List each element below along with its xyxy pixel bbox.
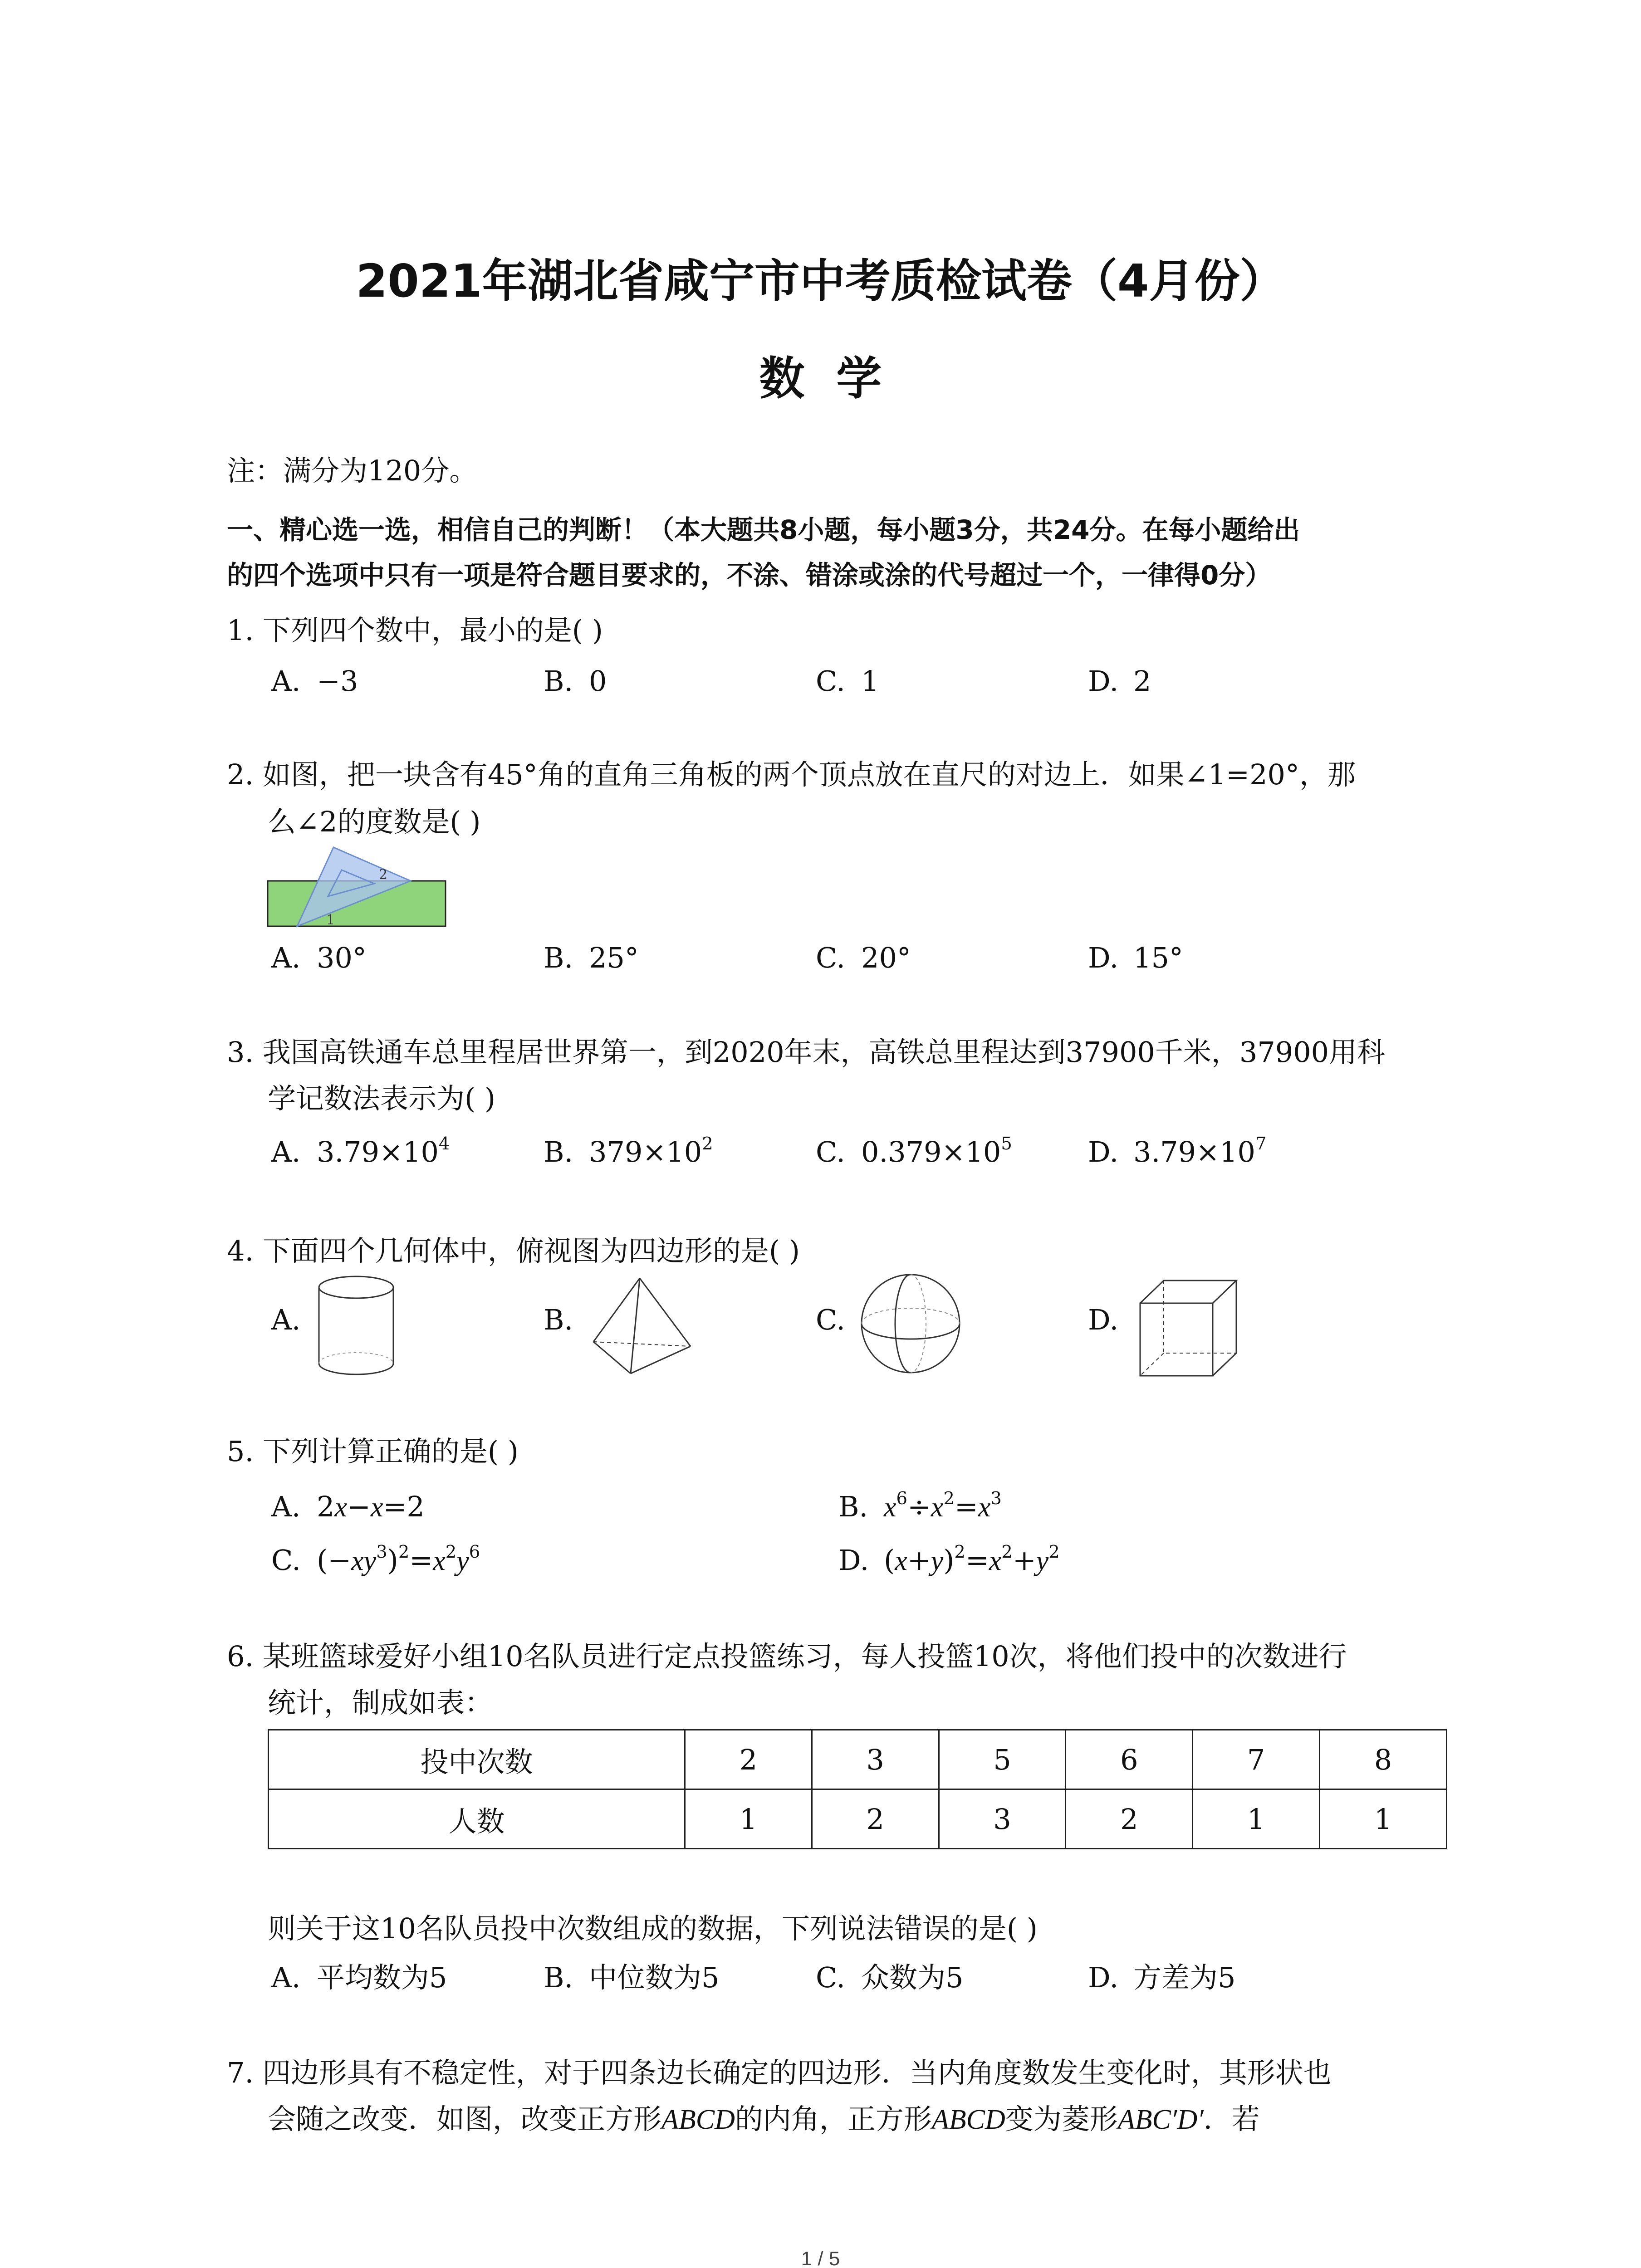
question-3-option-b xyxy=(544,1134,713,1170)
table-cell: 7 xyxy=(1193,1730,1320,1789)
question-7-stem-line2 xyxy=(268,2101,1260,2138)
option-label: B. xyxy=(544,941,573,974)
option-d-var1: x xyxy=(895,1545,907,1576)
question-4-stem: 4. 下面四个几何体中，俯视图为四边形的是( ) xyxy=(227,1234,800,1267)
option-label: C. xyxy=(816,665,845,698)
option-a-var2: x xyxy=(370,1492,383,1523)
option-label: B. xyxy=(544,1961,573,1994)
table-row xyxy=(269,1789,1447,1849)
option-value: 众数为5 xyxy=(861,1961,964,1994)
option-value: 15° xyxy=(1133,941,1183,974)
option-label: B. xyxy=(544,1135,573,1168)
option-c-eq: = xyxy=(409,1544,433,1577)
option-b-op: ÷ xyxy=(907,1490,931,1523)
question-3-option-d xyxy=(1088,1134,1266,1170)
row-header-people: 人数 xyxy=(269,1789,685,1849)
option-value: 25° xyxy=(589,941,639,974)
option-d-exp2: 2 xyxy=(1001,1542,1013,1563)
option-value: 中位数为5 xyxy=(589,1961,720,1994)
question-3-option-c xyxy=(816,1134,1012,1170)
table-cell: 1 xyxy=(1193,1789,1320,1849)
row-header-hits: 投中次数 xyxy=(269,1730,685,1789)
question-6-option-d xyxy=(1088,1960,1235,1996)
option-value: 20° xyxy=(861,941,911,974)
angle-2-label: 2 xyxy=(379,867,388,883)
option-label: C. xyxy=(816,941,845,974)
shape-name: ABCD xyxy=(931,2104,1005,2135)
question-5-option-d xyxy=(838,1542,1060,1579)
option-value: 平均数为5 xyxy=(317,1961,447,1994)
cube-icon xyxy=(1136,1277,1245,1386)
option-c-var2: x xyxy=(433,1545,446,1576)
subject-title: 数 学 xyxy=(759,352,882,405)
question-2-option-b xyxy=(544,940,639,976)
question-2-stem-line2: 么∠2的度数是( ) xyxy=(268,805,481,838)
option-d-var3: x xyxy=(989,1545,1002,1576)
option-b-eq: = xyxy=(954,1490,978,1523)
option-value: 0 xyxy=(589,665,607,698)
question-4-option-b-label: B. xyxy=(544,1303,573,1336)
question-1-option-a xyxy=(271,663,358,699)
option-a-result: =2 xyxy=(383,1490,425,1523)
option-label: A. xyxy=(271,941,301,974)
option-b-exp3: 3 xyxy=(990,1488,1002,1509)
option-label: A. xyxy=(271,1135,301,1168)
option-exponent: 4 xyxy=(438,1134,450,1154)
option-value: 30° xyxy=(317,941,367,974)
question-3-option-a xyxy=(271,1134,450,1170)
option-label: C. xyxy=(271,1544,301,1577)
stem-text: 的内角，正方形 xyxy=(735,2102,932,2136)
question-6-stem-line1: 6. 某班篮球爱好小组10名队员进行定点投篮练习，每人投篮10次，将他们投中的次数进行 xyxy=(227,1640,1347,1673)
shooting-stats-table xyxy=(268,1729,1447,1849)
table-row xyxy=(269,1730,1447,1789)
option-label: B. xyxy=(838,1490,868,1523)
table-cell: 1 xyxy=(1320,1789,1447,1849)
question-2-option-d xyxy=(1088,940,1183,976)
option-value: 方差为5 xyxy=(1133,1961,1236,1994)
option-a-var1: x xyxy=(334,1492,347,1523)
option-b-var2: x xyxy=(931,1492,944,1523)
option-label: B. xyxy=(544,665,573,698)
option-label: C. xyxy=(816,1961,845,1994)
option-a-minus: − xyxy=(347,1490,371,1523)
option-d-var2: y xyxy=(931,1545,944,1576)
question-1-stem: 1. 下列四个数中，最小的是( ) xyxy=(227,614,603,647)
option-c-exp2: 2 xyxy=(398,1542,410,1563)
option-value: 3.79×10 xyxy=(1133,1135,1255,1168)
option-exponent: 7 xyxy=(1255,1134,1267,1154)
option-label: A. xyxy=(271,1961,301,1994)
option-label: D. xyxy=(1088,1135,1119,1168)
option-b-var1: x xyxy=(884,1492,896,1523)
option-value: 2 xyxy=(1133,665,1151,698)
question-6-option-c xyxy=(816,1960,963,1996)
table-cell: 6 xyxy=(1066,1730,1193,1789)
option-label: A. xyxy=(271,1490,301,1523)
question-1-option-b xyxy=(544,663,607,699)
option-b-exp2: 2 xyxy=(943,1488,955,1509)
option-value: 3.79×10 xyxy=(317,1135,439,1168)
page-number: 1 / 5 xyxy=(801,2248,840,2268)
score-note: 注：满分为120分。 xyxy=(227,454,478,487)
option-label: C. xyxy=(816,1135,845,1168)
exam-title: 2021年湖北省咸宁市中考质检试卷（4月份） xyxy=(356,254,1285,308)
option-c-exp4: 6 xyxy=(469,1542,480,1563)
table-cell: 2 xyxy=(812,1789,939,1849)
question-4-option-d-label: D. xyxy=(1088,1303,1119,1336)
stem-text: 会随之改变．如图，改变正方形 xyxy=(268,2102,662,2136)
option-c-exp1: 3 xyxy=(376,1542,387,1563)
option-exponent: 2 xyxy=(702,1134,713,1154)
question-6-option-b xyxy=(544,1960,719,1996)
option-value: 1 xyxy=(861,665,879,698)
option-d-eq: = xyxy=(965,1544,989,1577)
section-heading-line1: 一、精心选一选，相信自己的判断！（本大题共8小题，每小题3分，共24分。在每小题给出 xyxy=(227,514,1300,545)
section-heading-line2: 的四个选项中只有一项是符合题目要求的，不涂、错涂或涂的代号超过一个，一律得0分） xyxy=(227,560,1272,591)
option-a-coef: 2 xyxy=(317,1490,335,1523)
pyramid-icon xyxy=(590,1275,699,1383)
table-cell: 1 xyxy=(685,1789,812,1849)
question-3-stem-line2: 学记数法表示为( ) xyxy=(268,1082,496,1115)
option-d-var4: y xyxy=(1036,1545,1049,1576)
option-d-plus1: + xyxy=(907,1544,931,1577)
option-c-paren-open: (− xyxy=(317,1544,352,1577)
question-7-stem-line1: 7. 四边形具有不稳定性，对于四条边长确定的四边形．当内角度数发生变化时，其形状也 xyxy=(227,2056,1332,2089)
cylinder-icon xyxy=(313,1275,404,1383)
option-c-var1: xy xyxy=(351,1545,377,1576)
option-label: D. xyxy=(1088,1961,1119,1994)
table-cell: 3 xyxy=(939,1789,1066,1849)
table-cell: 5 xyxy=(939,1730,1066,1789)
question-2-option-c xyxy=(816,940,911,976)
table-cell: 2 xyxy=(685,1730,812,1789)
option-c-exp3: 2 xyxy=(445,1542,457,1563)
option-value: −3 xyxy=(317,665,358,698)
question-5-stem: 5. 下列计算正确的是( ) xyxy=(227,1435,519,1468)
option-value: 379×10 xyxy=(589,1135,702,1168)
option-label: D. xyxy=(838,1544,869,1577)
shape-name: ABCD xyxy=(661,2104,735,2135)
question-2-option-a xyxy=(271,940,367,976)
question-1-option-d xyxy=(1088,663,1151,699)
option-label: A. xyxy=(271,665,301,698)
sphere-icon xyxy=(860,1270,969,1379)
table-cell: 3 xyxy=(812,1730,939,1789)
question-4-option-c-label: C. xyxy=(816,1303,845,1336)
question-5-option-b xyxy=(838,1489,1002,1525)
option-exponent: 5 xyxy=(1001,1134,1012,1154)
question-1-option-c xyxy=(816,663,879,699)
option-value: 0.379×10 xyxy=(861,1135,1001,1168)
option-d-exp1: 2 xyxy=(954,1542,965,1563)
table-cell: 2 xyxy=(1066,1789,1193,1849)
question-5-option-c xyxy=(271,1542,480,1579)
option-d-paren-open: ( xyxy=(884,1544,895,1577)
shape-name: ABC′D′ xyxy=(1117,2104,1204,2135)
stem-text: ．若 xyxy=(1203,2102,1260,2136)
option-b-exp1: 6 xyxy=(896,1488,907,1509)
option-d-plus2: + xyxy=(1012,1544,1036,1577)
question-4-option-a-label: A. xyxy=(271,1303,301,1336)
question-6-option-a xyxy=(271,1960,447,1996)
question-6-followup: 则关于这10名队员投中次数组成的数据，下列说法错误的是( ) xyxy=(268,1912,1038,1945)
stem-text: 变为菱形 xyxy=(1005,2102,1118,2136)
angle-1-label: 1 xyxy=(326,912,335,928)
option-b-var3: x xyxy=(978,1492,991,1523)
ruler-triangle-figure xyxy=(265,844,456,934)
option-d-paren-close: ) xyxy=(943,1544,955,1577)
option-c-var3: y xyxy=(456,1545,469,1576)
option-c-paren-close: ) xyxy=(387,1544,398,1577)
question-2-stem-line1: 2. 如图，把一块含有45°角的直角三角板的两个顶点放在直尺的对边上．如果∠1=20°，那 xyxy=(227,758,1356,791)
option-d-exp3: 2 xyxy=(1048,1542,1060,1563)
question-6-stem-line2: 统计，制成如表： xyxy=(268,1686,493,1719)
option-label: D. xyxy=(1088,665,1119,698)
question-3-stem-line1: 3. 我国高铁通车总里程居世界第一，到2020年末，高铁总里程达到37900千米，37900用科 xyxy=(227,1036,1386,1069)
question-5-option-a xyxy=(271,1489,425,1525)
option-label: D. xyxy=(1088,941,1119,974)
table-cell: 8 xyxy=(1320,1730,1447,1789)
